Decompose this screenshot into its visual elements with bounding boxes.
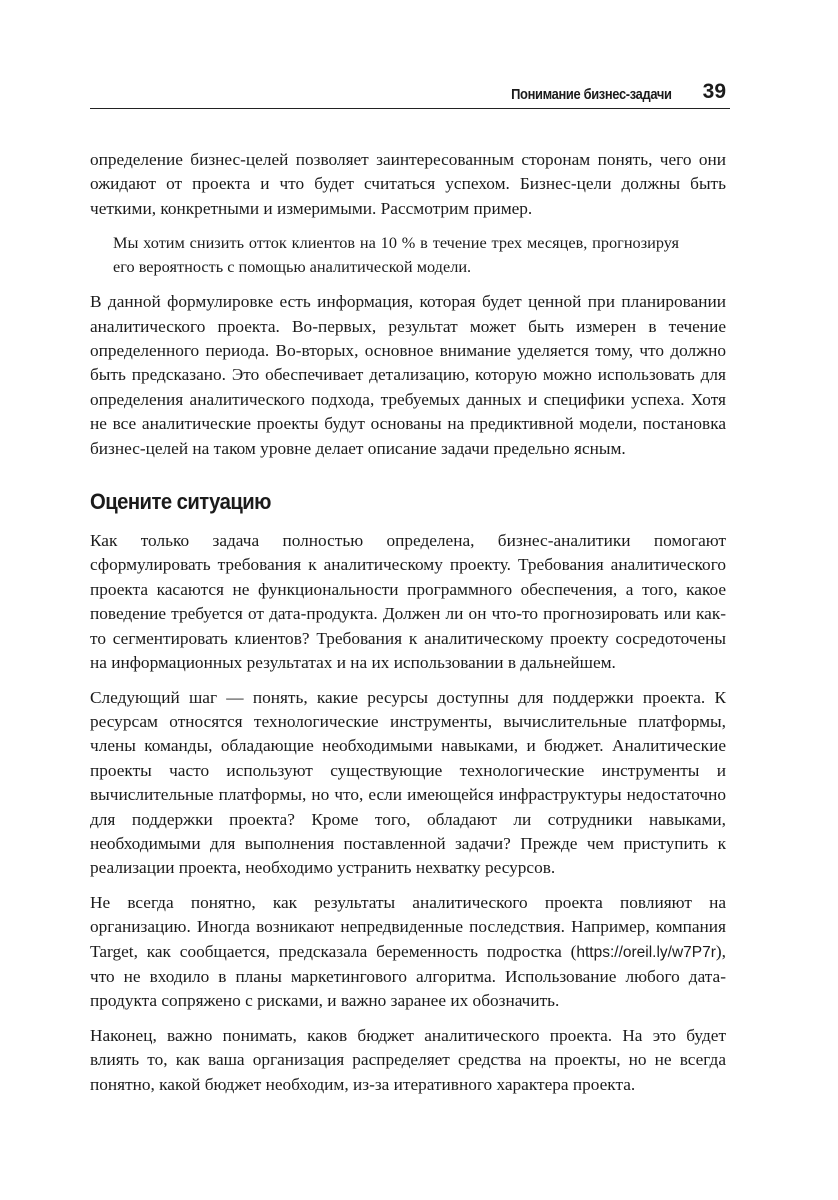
page-number: 39 [702,80,726,103]
paragraph-requirements: Как только задача полностью определена, бизнес-аналитики помогают сформулировать требования к аналитическому проекту. Требования аналитического проекта касаются не функциональности программного обеспечения, а того, какое поведение требуется от дата-продукта. Должен ли он что-то прогнозировать или как-то сегментировать клиентов? Требования к аналитическому проекту сосредоточены на информационных результатах и на их использовании в дальнейшем. [90,531,726,673]
running-header [90,80,730,109]
paragraph-business-goals: определение бизнес-целей позволяет заинтересованным сторонам понять, чего они ожидают от проекта и что будет считаться успехом. Бизнес-цели должны быть четкими, конкретными и измеримыми. Рассмотрим пример. [90,150,726,218]
running-title: Понимание бизнес-задачи [511,86,672,103]
paragraph-resources: Следующий шаг — понять, какие ресурсы доступны для поддержки проекта. К ресурсам относятся технологические инструменты, вычислительные платформы, члены команды, обладающие необходимыми навыками, и бюджет. Аналитические проекты часто используют существующие технологические инструменты и вычислительные платформы, но что, если имеющейся инфраструктуры недостаточно для поддержки проекта? Кроме того, обладают ли сотрудники навыками, необходимыми для выполнения поставленной задачи? Прежде чем приступить к реализации проекта, необходимо устранить нехватку ресурсов. [90,687,726,878]
section-heading: Оцените ситуацию [90,489,271,515]
example-quote: Мы хотим снизить отток клиентов на 10 % в течение трех месяцев, прогнозируя его вероятность с помощью аналитической модели. [113,233,679,277]
page-body [90,148,726,1097]
paragraph-budget: Наконец, важно понимать, каков бюджет аналитического проекта. На это будет влиять то, как ваша организация распределяет средства на проекты, но не всегда понятно, какой бюджет необходим, из-за итеративного характера проекта. [90,1025,726,1094]
risks-text-end: ), что не входило в планы маркетингового алгоритма. Использование любого дата-продукта сопряжено с рисками, и важно заранее их обозначить. [90,941,726,1011]
paragraph-formulation: В данной формулировке есть информация, которая будет ценной при планировании аналитического проекта. Во-первых, результат может быть измерен в течение определенного периода. Во-вторых, основное внимание уделяется тому, что должно быть предсказано. Это обеспечивает детализацию, которую можно использовать для определения аналитического подхода, требуемых данных и специфики успеха. Хотя не все аналитические проекты будут основаны на предиктивной модели, постановка бизнес-целей на таком уровне делает описание задачи предельно ясным. [90,292,726,458]
paragraph-risks [90,891,726,1014]
risks-text-start: Не всегда понятно, как результаты аналитического проекта повлияют на организацию. Иногда возникают непредвиденные последствия. Например, компания Target, как сообщается, предсказала беременность подростка ( [90,892,726,961]
target-article-link[interactable]: https://oreil.ly/w7P7r [576,943,716,961]
